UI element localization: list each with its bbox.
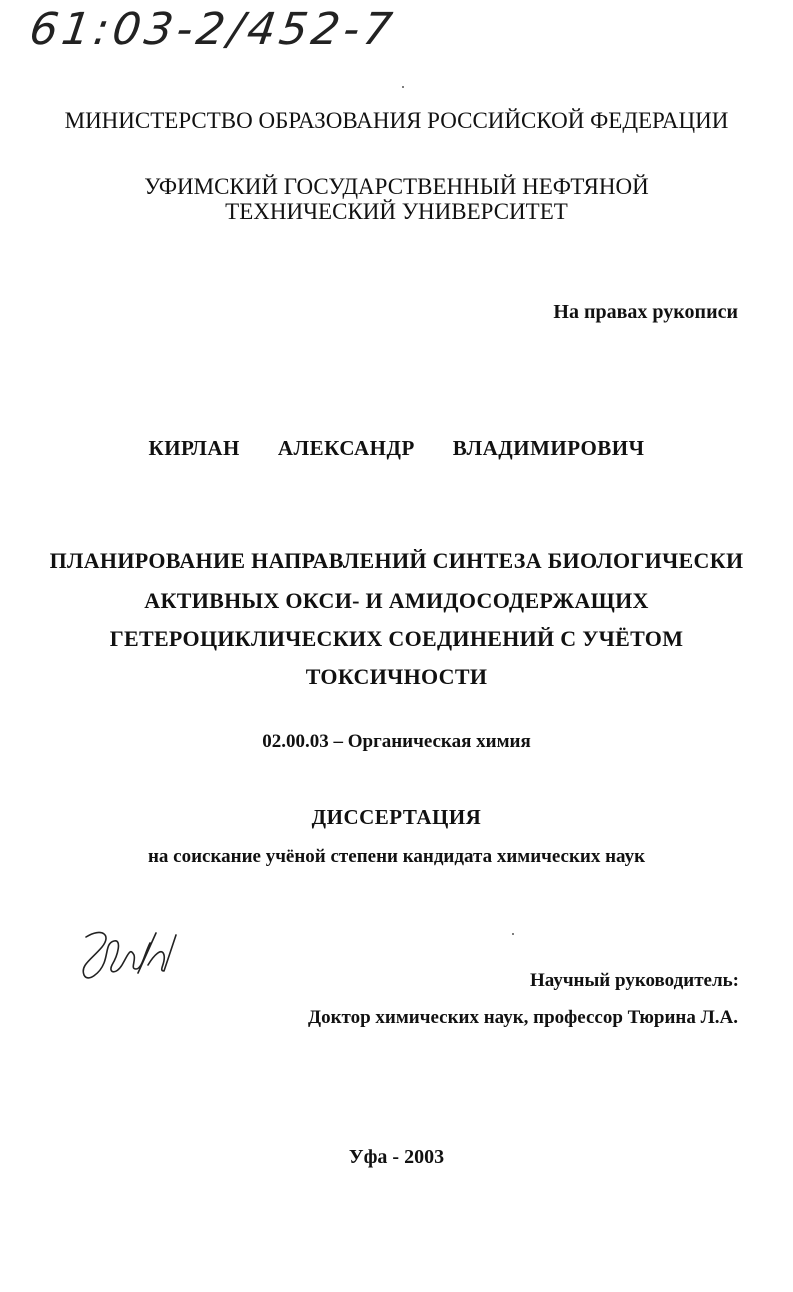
supervisor-name: Доктор химических наук, профессор Тюрина Л.А. (308, 1007, 738, 1028)
author-first-name: АЛЕКСАНДР (277, 436, 415, 460)
supervisor-label: Научный руководитель: (530, 970, 739, 991)
handwritten-signature (72, 925, 182, 987)
author-patronymic: ВЛАДИМИРОВИЧ (452, 436, 645, 460)
author-surname: КИРЛАН (148, 436, 240, 460)
scan-speck (512, 933, 514, 935)
author-name (0, 436, 793, 461)
university-name-line2: ТЕХНИЧЕСКИЙ УНИВЕРСИТЕТ (225, 199, 568, 224)
university-name-line1: УФИМСКИЙ ГОСУДАРСТВЕННЫЙ НЕФТЯНОЙ (144, 174, 649, 199)
dissertation-title-line2: АКТИВНЫХ ОКСИ- И АМИДОСОДЕРЖАЩИХ (144, 588, 649, 613)
dissertation-title-line1: ПЛАНИРОВАНИЕ НАПРАВЛЕНИЙ СИНТЕЗА БИОЛОГИЧЕСКИ (49, 548, 744, 573)
ministry-name: МИНИСТЕРСТВО ОБРАЗОВАНИЯ РОССИЙСКОЙ ФЕДЕРАЦИИ (64, 108, 729, 133)
document-type: ДИССЕРТАЦИЯ (311, 805, 482, 829)
degree-description: на соискание учёной степени кандидата химических наук (147, 846, 646, 867)
archive-code: 61:03-2/452-7 (26, 4, 399, 55)
dissertation-title-line3: ГЕТЕРОЦИКЛИЧЕСКИХ СОЕДИНЕНИЙ С УЧЁТОМ (109, 626, 684, 651)
dissertation-title-line4: ТОКСИЧНОСТИ (305, 664, 488, 689)
place-and-year: Уфа - 2003 (348, 1146, 445, 1168)
scan-speck (402, 86, 404, 88)
specialty-code: 02.00.03 – Органическая химия (262, 731, 531, 752)
manuscript-note: На правах рукописи (553, 301, 738, 323)
